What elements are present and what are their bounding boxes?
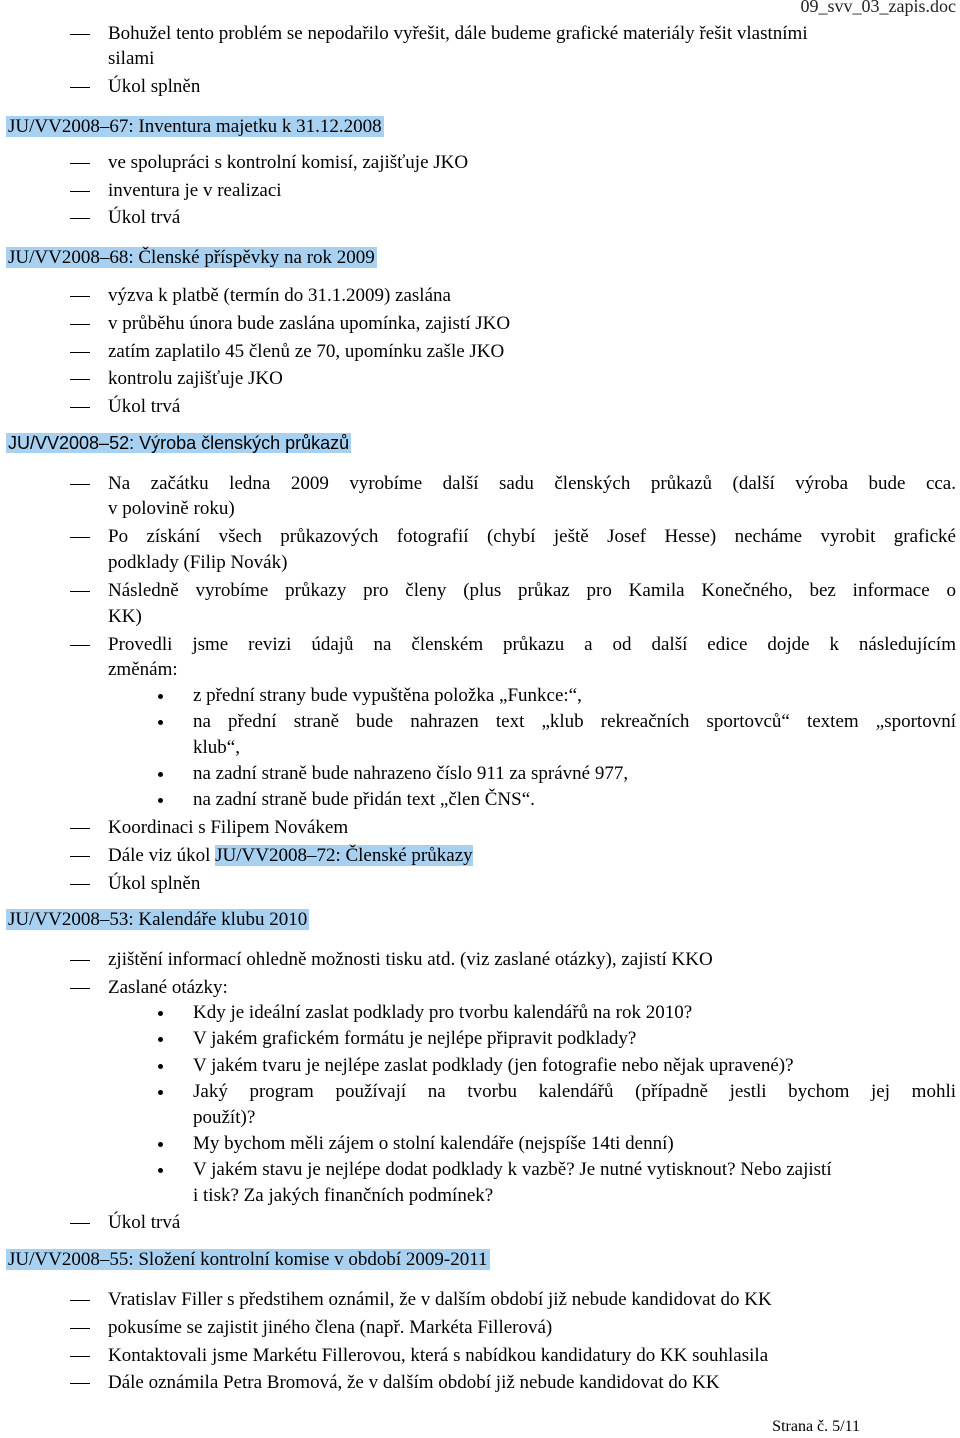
list-item: výzva k platbě (termín do 31.1.2009) zaslána bbox=[108, 285, 451, 306]
section-heading bbox=[6, 115, 384, 139]
list-item-continuation: změnám: bbox=[108, 659, 178, 680]
question-item: Jaký program používají na tvorbu kalendářů (případně jestli bychom jej mohli bbox=[193, 1081, 956, 1102]
list-item: Koordinaci s Filipem Novákem bbox=[108, 817, 349, 838]
sub-list-item: na přední straně bude nahrazen text „klub rekreačních sportovců“ textem „sportovní bbox=[193, 711, 956, 732]
dash-marker bbox=[70, 324, 90, 325]
dash-marker bbox=[70, 828, 90, 829]
list-item: Na začátku ledna 2009 vyrobíme další sadu členských průkazů (další výroba bude cca. bbox=[108, 473, 956, 494]
bullet-marker bbox=[158, 1090, 163, 1095]
task-status: Úkol splněn bbox=[108, 76, 201, 97]
section-heading bbox=[6, 246, 377, 270]
dash-marker bbox=[70, 591, 90, 592]
list-item: Po získání všech průkazových fotografií (chybí ještě Josef Hesse) necháme vyrobit grafické bbox=[108, 526, 956, 547]
list-item: Následně vyrobíme průkazy pro členy (plus průkaz pro Kamila Konečného, bez informace o bbox=[108, 580, 956, 601]
list-item-continuation: podklady (Filip Novák) bbox=[108, 552, 288, 573]
bullet-marker bbox=[158, 1142, 163, 1147]
sub-list-item-continuation: klub“, bbox=[193, 737, 240, 758]
dash-marker bbox=[70, 1223, 90, 1224]
bullet-marker bbox=[158, 772, 163, 777]
section-title-52: JU/VV2008–52: Výroba členských průkazů bbox=[8, 433, 350, 453]
dash-marker bbox=[70, 856, 90, 857]
list-item: pokusíme se zajistit jiného člena (např. Markéta Fillerová) bbox=[108, 1317, 553, 1338]
dash-marker bbox=[70, 379, 90, 380]
question-item: V jakém tvaru je nejlépe zaslat podklady (jen fotografie nebo nějak upravené)? bbox=[193, 1055, 794, 1076]
bullet-marker bbox=[158, 1168, 163, 1173]
section-title-67: JU/VV2008–67: Inventura majetku k 31.12.2008 bbox=[8, 116, 382, 137]
section-title-53: JU/VV2008–53: Kalendáře klubu 2010 bbox=[8, 909, 308, 930]
bullet-marker bbox=[158, 1011, 163, 1016]
dash-marker bbox=[70, 960, 90, 961]
page-number: Strana č. 5/11 bbox=[772, 1418, 860, 1435]
section-heading bbox=[6, 431, 351, 455]
sub-list-item: na zadní straně bude nahrazeno číslo 911 za správné 977, bbox=[193, 763, 629, 784]
dash-marker bbox=[70, 1328, 90, 1329]
list-item: Provedli jsme revizi údajů na členském průkazu a od další edice dojde k následujícím bbox=[108, 634, 956, 655]
bullet-marker bbox=[158, 694, 163, 699]
list-item: ve spolupráci s kontrolní komisí, zajišťuje JKO bbox=[108, 152, 469, 173]
section-heading bbox=[6, 1248, 490, 1272]
question-item: V jakém grafickém formátu je nejlépe připravit podklady? bbox=[193, 1028, 637, 1049]
sub-list-item: z přední strany bude vypuštěna položka „Funkce:“, bbox=[193, 685, 582, 706]
dash-marker bbox=[70, 352, 90, 353]
task-status: Úkol trvá bbox=[108, 1212, 181, 1233]
dash-marker bbox=[70, 884, 90, 885]
list-item: zatím zaplatilo 45 členů ze 70, upomínku zašle JKO bbox=[108, 341, 505, 362]
dash-marker bbox=[70, 34, 90, 35]
list-item: inventura je v realizaci bbox=[108, 180, 282, 201]
cross-reference-link[interactable]: JU/VV2008–72: Členské průkazy bbox=[215, 845, 473, 866]
list-item: Zaslané otázky: bbox=[108, 977, 228, 998]
question-item: My bychom měli zájem o stolní kalendáře (nejspíše 14ti denní) bbox=[193, 1133, 674, 1154]
list-item: v průběhu února bude zaslána upomínka, zajistí JKO bbox=[108, 313, 511, 334]
dash-marker bbox=[70, 1383, 90, 1384]
document-filename: 09_svv_03_zapis.doc bbox=[800, 0, 956, 16]
list-item bbox=[108, 844, 473, 868]
bullet-marker bbox=[158, 720, 163, 725]
list-item-continuation: v polovině roku) bbox=[108, 498, 235, 519]
dash-marker bbox=[70, 645, 90, 646]
dash-marker bbox=[70, 537, 90, 538]
bullet-marker bbox=[158, 1064, 163, 1069]
bullet-marker bbox=[158, 798, 163, 803]
dash-marker bbox=[70, 296, 90, 297]
question-item-continuation: i tisk? Za jakých finančních podmínek? bbox=[193, 1185, 494, 1206]
task-status: Úkol splněn bbox=[108, 873, 201, 894]
dash-marker bbox=[70, 87, 90, 88]
list-item: zjištění informací ohledně možnosti tisku atd. (viz zaslané otázky), zajistí KKO bbox=[108, 949, 713, 970]
section-title-68: JU/VV2008–68: Členské příspěvky na rok 2009 bbox=[8, 247, 375, 268]
section-heading bbox=[6, 908, 309, 932]
list-item: Vratislav Filler s předstihem oznámil, že v dalším období již nebude kandidovat do KK bbox=[108, 1289, 772, 1310]
bullet-marker bbox=[158, 1037, 163, 1042]
dash-marker bbox=[70, 484, 90, 485]
task-status: Úkol trvá bbox=[108, 396, 181, 417]
dash-marker bbox=[70, 218, 90, 219]
dash-marker bbox=[70, 988, 90, 989]
sub-list-item: na zadní straně bude přidán text „člen ČNS“. bbox=[193, 789, 535, 810]
question-item: Kdy je ideální zaslat podklady pro tvorbu kalendářů na rok 2010? bbox=[193, 1002, 693, 1023]
task-status: Úkol trvá bbox=[108, 207, 181, 228]
dash-marker bbox=[70, 191, 90, 192]
list-item: kontrolu zajišťuje JKO bbox=[108, 368, 283, 389]
dash-marker bbox=[70, 163, 90, 164]
section-title-55: JU/VV2008–55: Složení kontrolní komise v období 2009-2011 bbox=[8, 1249, 488, 1270]
list-item: Bohužel tento problém se nepodařilo vyřešit, dále budeme grafické materiály řešit vlastními bbox=[108, 23, 808, 44]
list-item: Kontaktovali jsme Markétu Fillerovou, která s nabídkou kandidatury do KK souhlasila bbox=[108, 1345, 769, 1366]
dash-marker bbox=[70, 407, 90, 408]
list-item-continuation: silami bbox=[108, 48, 155, 69]
list-item: Dále oznámila Petra Bromová, že v dalším období již nebude kandidovat do KK bbox=[108, 1372, 720, 1393]
question-item-continuation: použít)? bbox=[193, 1107, 256, 1128]
list-item-continuation: KK) bbox=[108, 606, 142, 627]
dash-marker bbox=[70, 1300, 90, 1301]
dash-marker bbox=[70, 1356, 90, 1357]
cross-reference-prefix: Dále viz úkol bbox=[108, 845, 211, 866]
question-item: V jakém stavu je nejlépe dodat podklady k vazbě? Je nutné vytisknout? Nebo zajistí bbox=[193, 1159, 832, 1180]
